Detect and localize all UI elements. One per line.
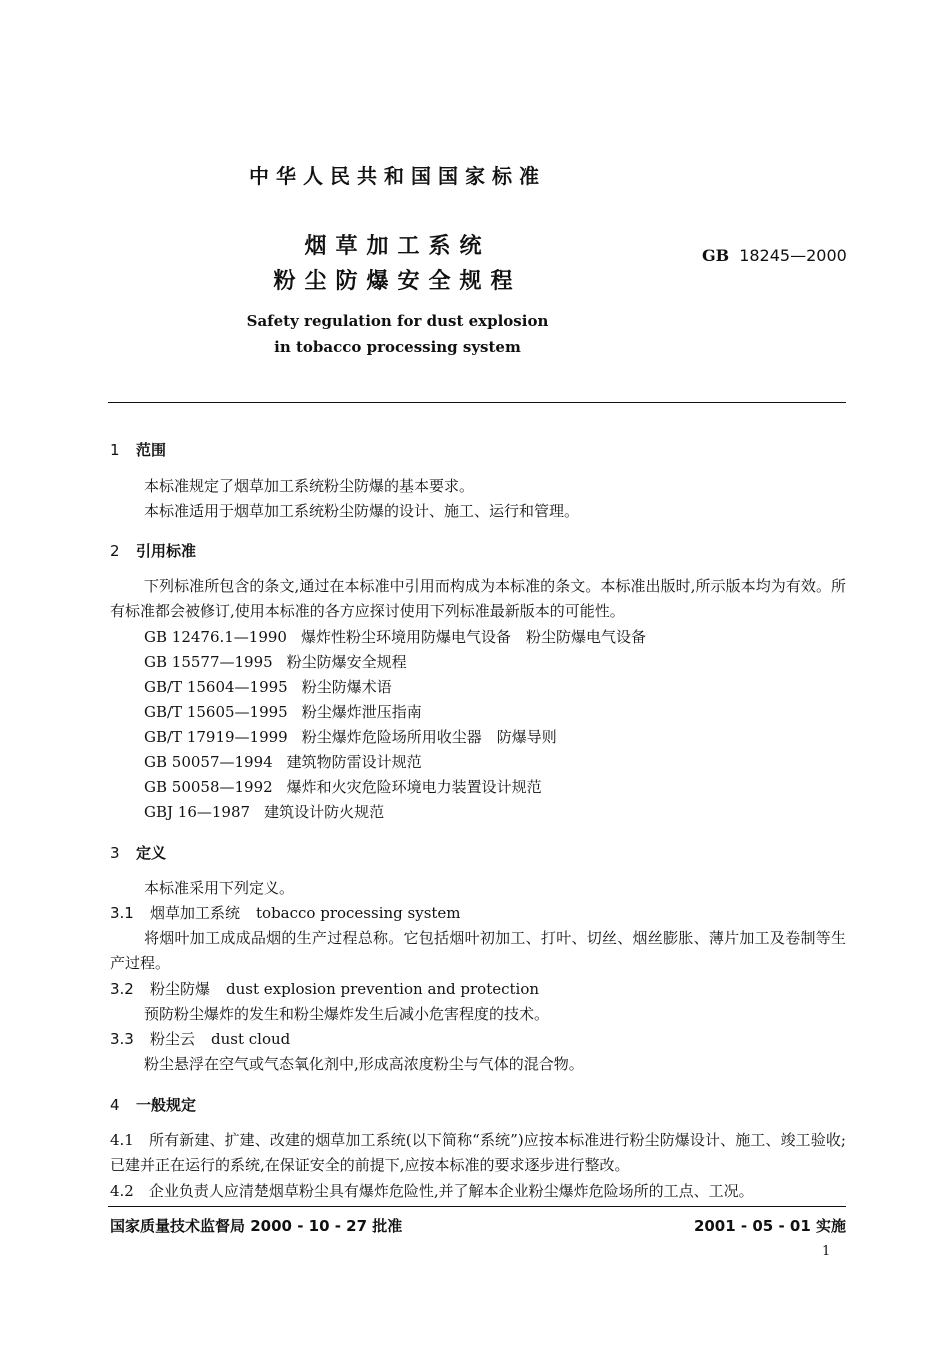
reference-item xyxy=(144,675,392,700)
definition-english: tobacco processing system xyxy=(256,904,461,922)
reference-code: GB/T 15605—1995 xyxy=(144,703,288,721)
section-2-heading xyxy=(110,540,196,561)
title-line-1: 烟草加工系统 xyxy=(304,234,491,259)
section-number: 1 xyxy=(110,441,120,459)
reference-desc: 粉尘爆炸危险场所用收尘器 防爆导则 xyxy=(301,728,557,746)
definition-text: 预防粉尘爆炸的发生和粉尘爆炸发生后减小危害程度的技术。 xyxy=(144,1005,550,1023)
reference-desc: 粉尘防爆安全规程 xyxy=(286,653,407,671)
definition-term: 粉尘防爆 xyxy=(150,980,211,998)
section-1-para-1: 本标准规定了烟草加工系统粉尘防爆的基本要求。 xyxy=(144,477,475,495)
section-1-heading xyxy=(110,439,166,460)
definition-number: 3.2 xyxy=(110,980,134,998)
reference-code: GBJ 16—1987 xyxy=(144,803,251,821)
reference-item xyxy=(144,725,557,750)
reference-code: GB/T 15604—1995 xyxy=(144,678,288,696)
title-line-2: 粉尘防爆安全规程 xyxy=(273,269,522,294)
reference-code: GB 50057—1994 xyxy=(144,753,273,771)
reference-code: GB 15577—1995 xyxy=(144,653,273,671)
reference-desc: 建筑物防雷设计规范 xyxy=(286,753,422,771)
section-number: 3 xyxy=(110,844,120,862)
reference-item xyxy=(144,800,384,825)
reference-desc: 爆炸和火灾危险环境电力装置设计规范 xyxy=(286,778,542,796)
reference-code: GB/T 17919—1999 xyxy=(144,728,288,746)
footer-rule xyxy=(108,1206,846,1207)
reference-desc: 建筑设计防火规范 xyxy=(264,803,385,821)
definition-heading xyxy=(110,977,539,1002)
reference-desc: 粉尘爆炸泄压指南 xyxy=(301,703,422,721)
reference-item xyxy=(144,775,542,800)
definition-heading xyxy=(110,901,461,926)
definition-english: dust explosion prevention and protection xyxy=(226,980,540,998)
section-title: 范围 xyxy=(136,441,167,459)
reference-desc: 爆炸性粉尘环境用防爆电气设备 粉尘防爆电气设备 xyxy=(300,628,646,646)
reference-code: GB 50058—1992 xyxy=(144,778,273,796)
section-title: 引用标准 xyxy=(136,542,197,560)
reference-desc: 粉尘防爆术语 xyxy=(301,678,392,696)
definition-number: 3.1 xyxy=(110,904,134,922)
section-title: 定义 xyxy=(136,844,167,862)
approval-date: 国家质量技术监督局 2000 - 10 - 27 批准 xyxy=(110,1217,403,1235)
reference-item xyxy=(144,650,407,675)
section-3-intro: 本标准采用下列定义。 xyxy=(144,879,295,897)
standard-code xyxy=(702,246,847,265)
definition-number: 3.3 xyxy=(110,1030,134,1048)
section-4-heading xyxy=(110,1094,196,1115)
reference-item xyxy=(144,625,646,650)
standard-type: 中华人民共和国国家标准 xyxy=(249,164,546,188)
definition-term: 烟草加工系统 xyxy=(150,904,241,922)
implementation-date: 2001 - 05 - 01 实施 xyxy=(693,1217,846,1235)
english-title-line-1: Safety regulation for dust explosion xyxy=(246,312,549,330)
code-prefix: GB xyxy=(702,246,730,265)
section-title: 一般规定 xyxy=(136,1096,197,1114)
definition-english: dust cloud xyxy=(211,1030,291,1048)
code-number: 18245—2000 xyxy=(739,246,847,265)
english-title-line-2: in tobacco processing system xyxy=(274,338,521,356)
reference-item xyxy=(144,750,422,775)
section-number: 2 xyxy=(110,542,120,560)
section-number: 4 xyxy=(110,1096,120,1114)
definition-heading xyxy=(110,1027,290,1052)
reference-item xyxy=(144,700,422,725)
clause-4-1: 4.1 所有新建、扩建、改建的烟草加工系统(以下简称“系统”)应按本标准进行粉尘防爆设计、施工、竣工验收;已建并正在运行的系统,在保证安全的前提下,应按本标准的要求逐步进行整改。 xyxy=(110,1131,846,1174)
section-3-heading xyxy=(110,842,166,863)
definition-text: 粉尘悬浮在空气或气态氧化剂中,形成高浓度粉尘与气体的混合物。 xyxy=(144,1055,584,1073)
page-number: 1 xyxy=(822,1244,831,1259)
reference-code: GB 12476.1—1990 xyxy=(144,628,287,646)
header-rule xyxy=(108,402,846,403)
section-2-intro: 下列标准所包含的条文,通过在本标准中引用而构成为本标准的条文。本标准出版时,所示版本均为有效。所有标准都会被修订,使用本标准的各方应探讨使用下列标准最新版本的可能性。 xyxy=(110,577,846,620)
clause-4-2: 4.2 企业负责人应清楚烟草粉尘具有爆炸危险性,并了解本企业粉尘爆炸危险场所的工点、工况。 xyxy=(110,1182,754,1200)
definition-text: 将烟叶加工成成品烟的生产过程总称。它包括烟叶初加工、打叶、切丝、烟丝膨胀、薄片加工及卷制等生产过程。 xyxy=(110,929,846,972)
section-1-para-2: 本标准适用于烟草加工系统粉尘防爆的设计、施工、运行和管理。 xyxy=(144,502,580,520)
definition-term: 粉尘云 xyxy=(150,1030,196,1048)
